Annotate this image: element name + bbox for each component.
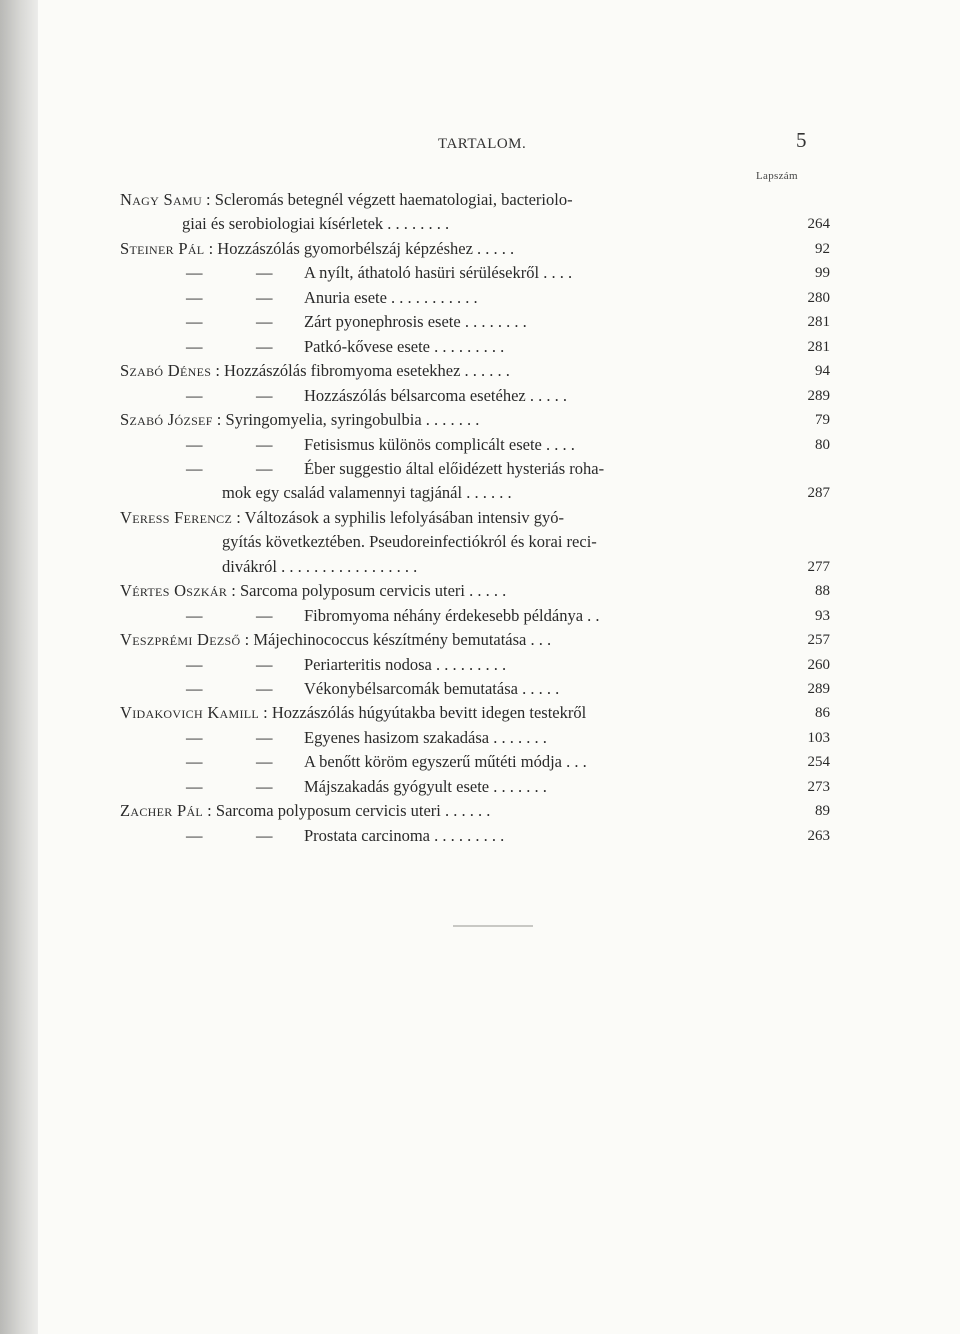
entry-page-number: 86 — [815, 705, 830, 722]
entry-title: Patkó-kővese esete . . . . . . . . . — [304, 336, 505, 356]
page-header — [38, 128, 960, 158]
entry-title: Syringomyelia, syringobulbia . . . . . . . — [225, 410, 480, 430]
ditto-dash: — — [186, 825, 203, 845]
entry-title: Hozzászólás fibromyoma esetekhez . . . . . . — [224, 361, 510, 381]
toc-entry-text — [120, 188, 573, 212]
entry-page-number: 280 — [807, 289, 830, 306]
entry-title: Scleromás betegnél végzett haematologiai, bacteriolo- — [214, 190, 573, 209]
toc-entry — [38, 457, 960, 481]
entry-author: Vidakovich Kamill — [120, 703, 260, 723]
entry-separator: : — [240, 630, 254, 650]
entry-page-number: 273 — [807, 778, 830, 795]
page-binding-shadow — [0, 0, 38, 1334]
entry-title: Hozzászólás gyomorbélszáj képzéshez . . . . . — [217, 238, 515, 258]
entry-title: Vékonybélsarcomák bemutatása . . . . . — [304, 679, 560, 698]
entry-page-number: 263 — [807, 827, 830, 844]
ditto-dash: — — [186, 263, 203, 283]
entry-separator: : — [204, 238, 218, 258]
entry-separator: : — [201, 190, 215, 209]
toc-entry — [38, 310, 960, 334]
entry-title: Periarteritis nodosa . . . . . . . . . — [304, 654, 507, 674]
toc-entry-text — [186, 433, 575, 457]
toc-entry-text — [186, 824, 504, 848]
toc-entry-text — [186, 286, 478, 310]
ditto-dash: — — [186, 776, 203, 796]
ditto-dash: — — [186, 434, 203, 454]
entry-page-number: 289 — [807, 387, 830, 404]
entry-page-number: 281 — [807, 338, 830, 355]
toc-entry-text — [186, 310, 527, 334]
entry-separator: : — [227, 581, 240, 601]
entry-title: Hozzászólás húgyútakba bevitt idegen testekről — [271, 703, 587, 723]
toc-entry-text — [186, 677, 559, 701]
entry-page-number: 254 — [807, 754, 830, 771]
ditto-dash: — — [186, 385, 203, 405]
toc-entry — [38, 433, 960, 457]
ditto-dash: — — [256, 458, 273, 478]
running-title: TARTALOM. — [438, 136, 527, 152]
entry-author: Szabó József — [120, 410, 213, 430]
toc-entry — [38, 188, 960, 212]
toc-entry-text — [222, 481, 512, 505]
entry-author: Veszprémi Dezső — [120, 630, 241, 650]
toc-entry — [38, 530, 960, 554]
entry-page-number: 287 — [807, 485, 830, 502]
entry-title: Sarcoma polyposum cervicis uteri . . . . . . — [215, 801, 491, 821]
entry-title: Fibromyoma néhány érdekesebb példánya . . — [304, 605, 600, 625]
ditto-dash: — — [256, 263, 273, 283]
toc-entry-text — [120, 628, 551, 652]
entry-title-continuation: divákról . . . . . . . . . . . . . . . . . — [222, 556, 418, 576]
ditto-dash: — — [186, 679, 203, 698]
toc-entry-text — [182, 212, 449, 236]
toc-entry-text — [120, 799, 490, 823]
toc-entry — [38, 628, 960, 652]
toc-entry — [38, 579, 960, 603]
entry-page-number: 89 — [815, 803, 830, 820]
toc-entry — [38, 237, 960, 261]
toc-entry — [38, 775, 960, 799]
toc-entry — [38, 726, 960, 750]
entry-page-number: 99 — [815, 265, 830, 282]
toc-entry — [38, 653, 960, 677]
entry-separator: : — [203, 801, 216, 821]
entry-title: Májechinococcus készítmény bemutatása . . . — [253, 630, 552, 650]
entry-author: Szabó Dénes — [120, 361, 212, 381]
toc-entry-text — [186, 775, 547, 799]
toc-entry — [38, 359, 960, 383]
ditto-dash: — — [186, 752, 203, 772]
entry-title: Zárt pyonephrosis esete . . . . . . . . — [304, 312, 527, 332]
toc-entry-text — [120, 359, 510, 383]
toc-entry — [38, 677, 960, 701]
page-number: 5 — [796, 128, 807, 152]
toc-entry — [38, 701, 960, 725]
entry-title: Fetisismus különös complicált esete . . . . — [304, 434, 575, 454]
toc-entry — [38, 261, 960, 285]
entry-page-number: 88 — [815, 583, 830, 600]
ditto-dash: — — [256, 434, 273, 454]
entry-title-continuation: giai és serobiologiai kísérletek . . . . . . . . — [182, 214, 450, 234]
toc-entry-text — [186, 384, 567, 408]
entry-page-number: 93 — [815, 607, 830, 624]
entry-separator: : — [232, 507, 245, 527]
entry-separator: : — [259, 703, 272, 723]
entry-title: Hozzászólás bélsarcoma esetéhez . . . . . — [304, 385, 567, 405]
entry-separator: : — [211, 361, 225, 381]
entry-page-number: 264 — [807, 216, 830, 233]
toc-entry — [38, 604, 960, 628]
entry-page-number: 281 — [807, 314, 830, 331]
ditto-dash: — — [256, 605, 273, 625]
ditto-dash: — — [186, 287, 203, 307]
entry-author: Nagy Samu — [120, 190, 202, 209]
entry-title: A nyílt, áthatoló hasüri sérülésekről . . . . — [304, 263, 573, 283]
entry-page-number: 289 — [807, 681, 830, 697]
toc-entry-text — [186, 457, 604, 481]
entry-page-number: 94 — [815, 363, 830, 380]
ditto-dash: — — [256, 776, 273, 796]
toc-entry-text — [186, 604, 600, 628]
ditto-dash: — — [186, 654, 203, 674]
toc-entry-text — [222, 555, 417, 579]
print-smudge — [453, 925, 533, 927]
ditto-dash: — — [256, 825, 273, 845]
entry-author: Steiner Pál — [120, 238, 205, 258]
toc-entry-text — [186, 653, 506, 677]
ditto-dash: — — [256, 312, 273, 332]
toc-entry-text — [120, 579, 506, 603]
entry-title: Egyenes hasizom szakadása . . . . . . . — [304, 727, 547, 747]
ditto-dash: — — [256, 679, 273, 698]
entry-author: Veress Ferencz — [120, 507, 233, 527]
entry-page-number: 92 — [815, 240, 830, 257]
entry-title: Prostata carcinoma . . . . . . . . . — [304, 825, 505, 845]
toc-entry-text — [186, 750, 587, 774]
toc-entry-text — [186, 726, 547, 750]
toc-entry — [38, 555, 960, 579]
entry-title-continuation: gyítás következtében. Pseudoreinfectiókról és korai reci- — [222, 532, 597, 552]
ditto-dash: — — [256, 654, 273, 674]
toc-entry-text — [186, 261, 572, 285]
toc-entry-text — [120, 408, 479, 432]
toc-entry-text — [120, 506, 564, 530]
toc-entry — [38, 824, 960, 848]
entry-title: A benőtt köröm egyszerű műtéti módja . . . — [304, 752, 587, 772]
entry-title-continuation: mok egy család valamennyi tagjánál . . . . . . — [222, 483, 512, 503]
toc-entry — [38, 750, 960, 774]
ditto-dash: — — [256, 727, 273, 747]
toc-entry — [38, 384, 960, 408]
entry-title: Sarcoma polyposum cervicis uteri . . . . . — [240, 581, 507, 601]
toc-entry-text — [222, 530, 597, 554]
toc-entry — [38, 481, 960, 505]
entry-page-number: 79 — [815, 412, 830, 429]
entry-title: Májszakadás gyógyult esete . . . . . . . — [304, 776, 547, 796]
ditto-dash: — — [186, 727, 203, 747]
entry-author: Zacher Pál — [120, 801, 204, 821]
toc-entry — [38, 212, 960, 236]
entry-page-number: 103 — [807, 729, 830, 746]
ditto-dash: — — [186, 458, 203, 478]
entry-page-number: 257 — [807, 632, 830, 649]
ditto-dash: — — [186, 312, 203, 332]
toc-entry — [38, 335, 960, 359]
ditto-dash: — — [256, 336, 273, 356]
ditto-dash: — — [186, 336, 203, 356]
ditto-dash: — — [256, 752, 273, 772]
toc-entry — [38, 506, 960, 530]
entry-author: Vértes Oszkár — [120, 581, 228, 601]
ditto-dash: — — [256, 287, 273, 307]
page-column-label: Lapszám — [756, 170, 798, 182]
toc-entry-text — [120, 701, 586, 725]
entry-title: Anuria esete . . . . . . . . . . . — [304, 287, 478, 307]
entry-title: Változások a syphilis lefolyásában intensiv gyó- — [244, 507, 565, 527]
entry-separator: : — [212, 410, 226, 430]
entry-page-number: 260 — [807, 656, 830, 673]
entry-page-number: 80 — [815, 436, 830, 453]
toc-entry-text — [120, 237, 514, 261]
book-page — [38, 0, 960, 1334]
toc-entry — [38, 799, 960, 823]
toc-entry — [38, 408, 960, 432]
ditto-dash: — — [256, 385, 273, 405]
toc-entry-text — [186, 335, 504, 359]
ditto-dash: — — [186, 605, 203, 625]
entry-page-number: 277 — [807, 558, 830, 575]
entry-title: Éber suggestio által előidézett hysteriás roha- — [304, 458, 605, 478]
toc-entry — [38, 286, 960, 310]
